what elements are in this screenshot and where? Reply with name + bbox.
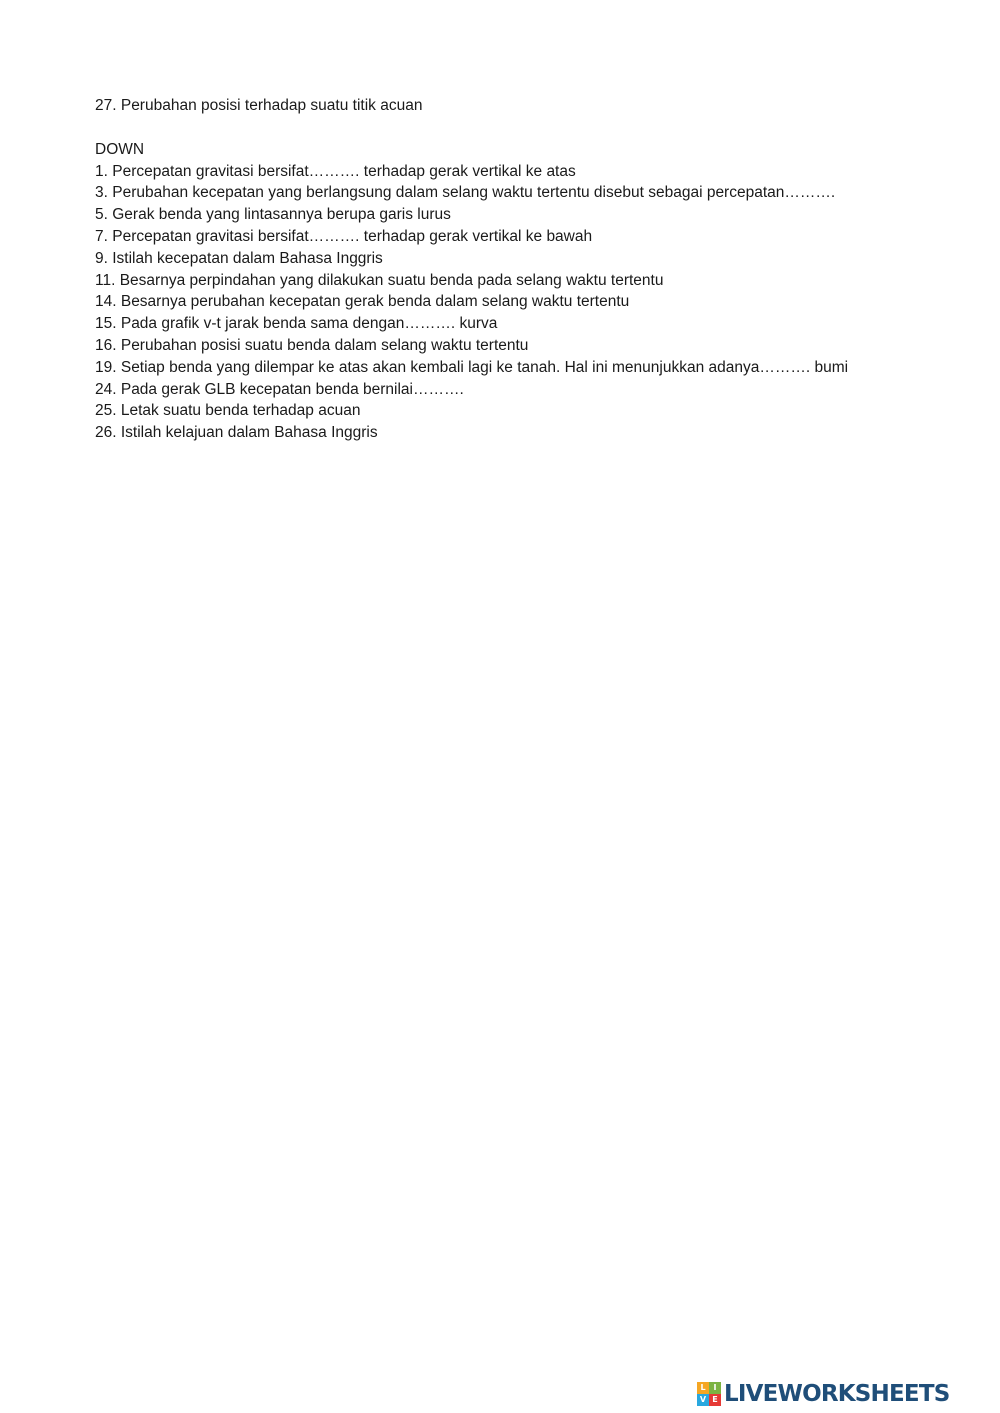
logo-mark-l: L <box>697 1382 709 1394</box>
clue-list <box>95 95 955 444</box>
logo-mark-e: E <box>709 1394 721 1406</box>
down-clue-1: 1. Percepatan gravitasi bersifat………. terhadap gerak vertikal ke atas <box>95 162 576 180</box>
down-heading: DOWN <box>95 140 145 158</box>
down-clue-25: 25. Letak suatu benda terhadap acuan <box>95 402 361 420</box>
liveworksheets-logo <box>697 1379 949 1409</box>
down-clue-9: 9. Istilah kecepatan dalam Bahasa Inggris <box>95 249 383 267</box>
liveworksheets-logo-icon <box>697 1382 721 1406</box>
section-spacer <box>95 117 955 139</box>
down-clue-15: 15. Pada grafik v-t jarak benda sama dengan………. kurva <box>95 315 498 333</box>
down-clue-5: 5. Gerak benda yang lintasannya berupa garis lurus <box>95 206 451 224</box>
down-clue-7: 7. Percepatan gravitasi bersifat………. terhadap gerak vertikal ke bawah <box>95 227 593 245</box>
logo-mark-v: V <box>697 1394 709 1406</box>
logo-mark-i: I <box>709 1382 721 1394</box>
down-clue-11: 11. Besarnya perpindahan yang dilakukan suatu benda pada selang waktu tertentu <box>95 271 664 289</box>
liveworksheets-logo-text: LIVEWORKSHEETS <box>724 1381 950 1407</box>
across-clue-27: 27. Perubahan posisi terhadap suatu titik acuan <box>95 97 423 114</box>
down-clue-19: 19. Setiap benda yang dilempar ke atas akan kembali lagi ke tanah. Hal ini menunjukkan adanya………. bumi <box>95 358 849 376</box>
down-clue-26: 26. Istilah kelajuan dalam Bahasa Inggris <box>95 424 378 442</box>
down-clue-14: 14. Besarnya perubahan kecepatan gerak benda dalam selang waktu tertentu <box>95 293 630 311</box>
down-clue-24: 24. Pada gerak GLB kecepatan benda bernilai………. <box>95 380 464 398</box>
down-clue-16: 16. Perubahan posisi suatu benda dalam selang waktu tertentu <box>95 336 529 354</box>
down-clue-3: 3. Perubahan kecepatan yang berlangsung dalam selang waktu tertentu disebut sebagai percepatan………. <box>95 184 836 202</box>
